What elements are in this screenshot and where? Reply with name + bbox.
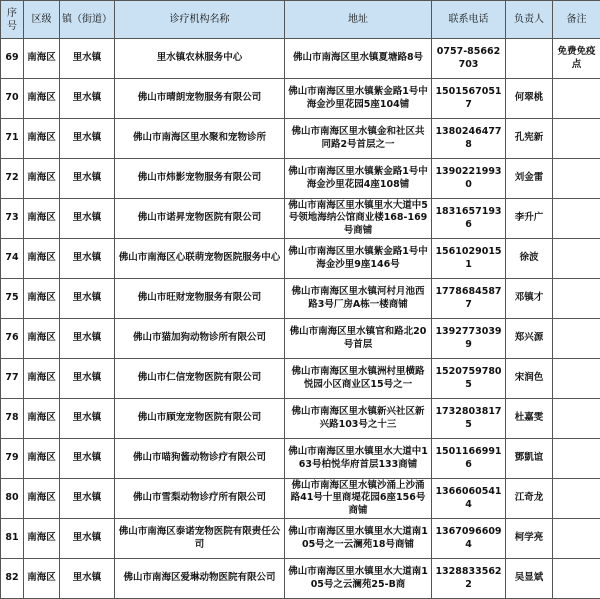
- cell-address: 佛山市南海区里水镇洲村里横路悦园小区商业区15号之一: [285, 359, 432, 399]
- cell-note: [553, 519, 600, 559]
- cell-note: [553, 159, 600, 199]
- cell-note: [553, 319, 600, 359]
- cell-name: 佛山市猫加狗动物诊所有限公司: [115, 319, 285, 359]
- cell-no: 73: [1, 199, 24, 239]
- cell-address: 佛山市南海区里水镇里水大道南105号之一云澜苑18号商铺: [285, 519, 432, 559]
- cell-no: 72: [1, 159, 24, 199]
- cell-district: 南海区: [24, 279, 60, 319]
- cell-no: 81: [1, 519, 24, 559]
- cell-district: 南海区: [24, 439, 60, 479]
- table-row: [1, 439, 600, 479]
- header-address: 地址: [285, 1, 432, 39]
- cell-contact: 邓镇才: [506, 279, 553, 319]
- table-row: [1, 159, 600, 199]
- cell-contact: 吴显斌: [506, 559, 553, 599]
- cell-contact: 宋润色: [506, 359, 553, 399]
- cell-contact: 孔宪新: [506, 119, 553, 159]
- header-town: 镇（街道）: [60, 1, 115, 39]
- cell-no: 82: [1, 559, 24, 599]
- cell-name: 里水镇农林服务中心: [115, 39, 285, 79]
- table-row: [1, 79, 600, 119]
- table-row: [1, 239, 600, 279]
- cell-note: [553, 399, 600, 439]
- table-row: [1, 519, 600, 559]
- cell-name: 佛山市诺昇宠物医院有限公司: [115, 199, 285, 239]
- cell-address: 佛山市南海区里水镇紫金路1号中海金沙里花园4座108铺: [285, 159, 432, 199]
- cell-address: 佛山市南海区里水镇里水大道中5号领地海纳公馆商业楼168-169号商铺: [285, 199, 432, 239]
- cell-name: 佛山市喵狗酱动物诊疗有限公司: [115, 439, 285, 479]
- cell-no: 78: [1, 399, 24, 439]
- cell-district: 南海区: [24, 319, 60, 359]
- cell-district: 南海区: [24, 399, 60, 439]
- cell-no: 75: [1, 279, 24, 319]
- cell-phone: 15015670517: [432, 79, 506, 119]
- cell-town: 里水镇: [60, 199, 115, 239]
- cell-name: 佛山市仁信宠物医院有限公司: [115, 359, 285, 399]
- cell-phone: 13288335622: [432, 559, 506, 599]
- header-name: 诊疗机构名称: [115, 1, 285, 39]
- cell-note: [553, 359, 600, 399]
- cell-district: 南海区: [24, 239, 60, 279]
- cell-note: [553, 199, 600, 239]
- cell-district: 南海区: [24, 519, 60, 559]
- cell-phone: 17328038175: [432, 399, 506, 439]
- cell-district: 南海区: [24, 159, 60, 199]
- cell-district: 南海区: [24, 39, 60, 79]
- cell-address: 佛山市南海区里水镇里水大道中163号柏悦华府首层133商铺: [285, 439, 432, 479]
- cell-phone: 13802464778: [432, 119, 506, 159]
- cell-no: 71: [1, 119, 24, 159]
- cell-name: 佛山市雪梨动物诊疗所有限公司: [115, 479, 285, 519]
- cell-no: 79: [1, 439, 24, 479]
- cell-phone: 13902219930: [432, 159, 506, 199]
- cell-phone: 13660605414: [432, 479, 506, 519]
- cell-phone: 15610290151: [432, 239, 506, 279]
- cell-address: 佛山市南海区里水镇夏塘路8号: [285, 39, 432, 79]
- cell-contact: 刘金雷: [506, 159, 553, 199]
- cell-town: 里水镇: [60, 399, 115, 439]
- cell-name: 佛山市顾宠宠物医院有限公司: [115, 399, 285, 439]
- cell-name: 佛山市南海区里水聚和宠物诊所: [115, 119, 285, 159]
- cell-name: 佛山市炜影宠物服务有限公司: [115, 159, 285, 199]
- cell-phone: 13670966094: [432, 519, 506, 559]
- table-row: [1, 39, 600, 79]
- cell-no: 74: [1, 239, 24, 279]
- cell-note: [553, 279, 600, 319]
- header-note: 备注: [553, 1, 600, 39]
- cell-note: [553, 239, 600, 279]
- cell-no: 80: [1, 479, 24, 519]
- cell-town: 里水镇: [60, 79, 115, 119]
- cell-phone: 18316571936: [432, 199, 506, 239]
- cell-name: 佛山市南海区爱琳动物医院有限公司: [115, 559, 285, 599]
- cell-note: [553, 79, 600, 119]
- cell-contact: 李升广: [506, 199, 553, 239]
- cell-address: 佛山市南海区里水镇紫金路1号中海金沙里花园5座104铺: [285, 79, 432, 119]
- cell-address: 佛山市南海区里水镇河村月池西路3号厂房A栋一楼商铺: [285, 279, 432, 319]
- cell-contact: 何翠桃: [506, 79, 553, 119]
- cell-address: 佛山市南海区里水镇新兴社区新兴路103号之十三: [285, 399, 432, 439]
- cell-phone: 15207597805: [432, 359, 506, 399]
- cell-note: [553, 479, 600, 519]
- cell-phone: 0757-85662703: [432, 39, 506, 79]
- table-row: [1, 199, 600, 239]
- cell-district: 南海区: [24, 479, 60, 519]
- cell-name: 佛山市晴朗宠物服务有限公司: [115, 79, 285, 119]
- header-district: 区级: [24, 1, 60, 39]
- table-row: [1, 319, 600, 359]
- cell-contact: 郑兴源: [506, 319, 553, 359]
- table-body: [1, 39, 600, 599]
- cell-contact: 柯学亮: [506, 519, 553, 559]
- cell-address: 佛山市南海区里水镇官和路北20号首层: [285, 319, 432, 359]
- cell-no: 69: [1, 39, 24, 79]
- cell-district: 南海区: [24, 119, 60, 159]
- cell-no: 70: [1, 79, 24, 119]
- cell-town: 里水镇: [60, 239, 115, 279]
- cell-district: 南海区: [24, 199, 60, 239]
- cell-town: 里水镇: [60, 39, 115, 79]
- cell-district: 南海区: [24, 359, 60, 399]
- cell-town: 里水镇: [60, 159, 115, 199]
- header-row: [1, 1, 600, 39]
- header-phone: 联系电话: [432, 1, 506, 39]
- table-row: [1, 559, 600, 599]
- table-row: [1, 399, 600, 439]
- cell-name: 佛山市南海区泰诺宠物医院有限责任公司: [115, 519, 285, 559]
- cell-phone: 13927730399: [432, 319, 506, 359]
- cell-note: [553, 439, 600, 479]
- cell-name: 佛山市旺财宠物服务有限公司: [115, 279, 285, 319]
- cell-note: 免费免疫点: [553, 39, 600, 79]
- cell-town: 里水镇: [60, 359, 115, 399]
- table-row: [1, 279, 600, 319]
- cell-address: 佛山市南海区里水镇沙涌上沙涌路41号十里商堤花园6座156号商铺: [285, 479, 432, 519]
- cell-town: 里水镇: [60, 119, 115, 159]
- header-contact: 负责人: [506, 1, 553, 39]
- cell-contact: [506, 39, 553, 79]
- cell-name: 佛山市南海区心联萌宠物医院服务中心: [115, 239, 285, 279]
- table-row: [1, 359, 600, 399]
- cell-address: 佛山市南海区里水镇紫金路1号中海金沙里9座146号: [285, 239, 432, 279]
- cell-phone: 17786845877: [432, 279, 506, 319]
- cell-note: [553, 559, 600, 599]
- cell-no: 76: [1, 319, 24, 359]
- cell-note: [553, 119, 600, 159]
- cell-town: 里水镇: [60, 479, 115, 519]
- cell-contact: 江奇龙: [506, 479, 553, 519]
- cell-district: 南海区: [24, 559, 60, 599]
- cell-contact: 杜嘉雯: [506, 399, 553, 439]
- cell-address: 佛山市南海区里水镇金和社区共同路2号首层之一: [285, 119, 432, 159]
- cell-town: 里水镇: [60, 319, 115, 359]
- cell-contact: 徐波: [506, 239, 553, 279]
- cell-town: 里水镇: [60, 559, 115, 599]
- cell-town: 里水镇: [60, 519, 115, 559]
- cell-district: 南海区: [24, 79, 60, 119]
- table-row: [1, 479, 600, 519]
- cell-phone: 15011669916: [432, 439, 506, 479]
- cell-town: 里水镇: [60, 279, 115, 319]
- cell-address: 佛山市南海区里水镇里水大道南105号之云澜苑25-B商: [285, 559, 432, 599]
- table-row: [1, 119, 600, 159]
- cell-no: 77: [1, 359, 24, 399]
- header-no: 序号: [1, 1, 24, 39]
- cell-town: 里水镇: [60, 439, 115, 479]
- cell-contact: 鄧凱谊: [506, 439, 553, 479]
